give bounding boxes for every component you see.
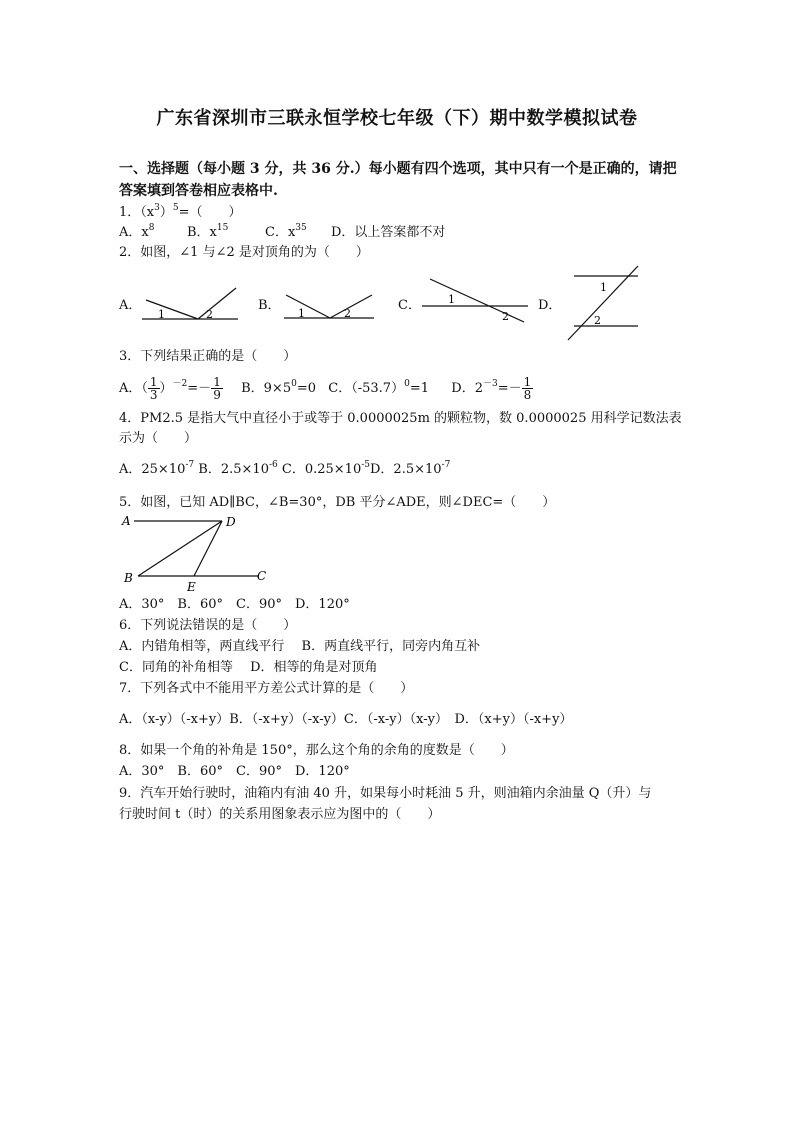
q1-option-d: D．以上答案都不对 — [331, 225, 446, 240]
question-9-stem-line1: 9．汽车开始行驶时，油箱内有油 40 升，如果每小时耗油 5 升，则油箱内余油量 Q（升）与 — [119, 786, 652, 801]
q5-point-b: B — [124, 571, 133, 585]
q3-option-b: B．$9\times 5^0=0$ — [241, 379, 317, 396]
q2b-angle-2: 2 — [344, 307, 351, 320]
q4-option-d: D．$2.5\times 10^{-7}$ — [370, 460, 451, 477]
q2d-angle-2: 2 — [594, 314, 601, 327]
q2-option-a-label: A． — [119, 298, 142, 313]
question-6-stem: 6．下列说法错误的是（ ） — [119, 618, 297, 633]
q2c-angle-1: 1 — [448, 293, 455, 306]
question-1-stem: 1．$(x^3)^5=$（ ） — [119, 203, 242, 220]
q3-option-c: C．$(-53.7)^0=1$ — [328, 379, 429, 396]
question-4-stem-line1: 4．PM2.5 是指大气中直径小于或等于 0.0000025m 的颗粒物，数 0.0000025 用科学记数法表 — [119, 411, 682, 426]
section-heading-line2: 答案填到答卷相应表格中. — [119, 183, 278, 199]
question-7-stem: 7．下列各式中不能用平方差公式计算的是（ ） — [119, 681, 414, 696]
question-2-stem: 2．如图，∠1 与∠2 是对顶角的为（ ） — [119, 245, 369, 260]
q1-option-c: C．$x^{35}$ — [265, 223, 307, 240]
question-1-options — [119, 224, 445, 242]
question-5-options: A．30° B．60° C．90° D．120° — [119, 597, 350, 612]
q1-option-b: B．$x^{15}$ — [187, 223, 229, 240]
q2-figure-d — [562, 264, 642, 344]
q2-figure-a — [140, 284, 240, 324]
question-8-options: A．30° B．60° C．90° D．120° — [119, 764, 350, 779]
q2-option-c-label: C． — [398, 298, 421, 313]
q5-point-e: E — [187, 580, 196, 594]
q2a-angle-2: 2 — [206, 308, 213, 321]
q2-figure-b — [282, 290, 378, 324]
q4-option-b: B．$2.5\times 10^{-6}$ — [198, 460, 278, 477]
q2d-angle-1: 1 — [600, 281, 607, 294]
question-3-stem: 3．下列结果正确的是（ ） — [119, 349, 297, 364]
q4-option-c: C．$0.25\times 10^{-5}$ — [281, 460, 370, 477]
q4-option-a: A．$25\times 10^{-7}$ — [119, 460, 195, 477]
question-4-stem-line2: 示为（ ） — [119, 431, 198, 446]
q5-point-a: A — [122, 514, 131, 528]
question-8-stem: 8．如果一个角的补角是 150°，那么这个角的余角的度数是（ ） — [119, 743, 514, 758]
question-6-options-line2: C．同角的补角相等 D．相等的角是对顶角 — [119, 660, 378, 675]
q3-option-d: D．$2^{-3}=-$ $\frac{1}{8}$ — [451, 375, 532, 402]
q5-point-d: D — [226, 515, 236, 529]
question-3-options — [119, 374, 533, 404]
q2-option-b-label: B． — [258, 298, 281, 313]
section-heading-line1: 一、选择题（每小题 3 分，共 36 分.）每小题有四个选项，其中只有一个是正确的，请把 — [119, 161, 677, 177]
section-heading — [119, 158, 679, 202]
question-4-options — [119, 461, 450, 479]
q5-figure — [118, 512, 274, 594]
q1-option-a: A．$x^8$ — [119, 223, 155, 240]
question-9-stem-line2: 行驶时间 t（时）的关系用图象表示应为图中的（ ） — [119, 807, 441, 822]
q2c-angle-2: 2 — [502, 310, 509, 323]
q2-option-d-label: D． — [538, 298, 562, 313]
question-6-options-line1: A．内错角相等，两直线平行 B．两直线平行，同旁内角互补 — [119, 639, 481, 654]
q5-point-c: C — [257, 569, 267, 583]
question-5-stem: 5．如图，已知 AD∥BC，∠B=30°，DB 平分∠ADE，则∠DEC=（ ） — [119, 495, 556, 510]
q2a-angle-1: 1 — [158, 308, 165, 321]
question-7-options: A．（x-y）（-x+y）B．（-x+y）（-x-y）C．（-x-y）（x-y） D．（x+y）（-x+y） — [119, 712, 573, 727]
exam-title: 广东省深圳市三联永恒学校七年级（下）期中数学模拟试卷 — [156, 108, 638, 129]
q2-figure-c — [420, 276, 532, 326]
q3-option-a: A．（ $\frac{1}{3}$ ）$^{-2}$=－ $\frac{1}{9}$ — [119, 375, 221, 402]
q2b-angle-1: 1 — [298, 307, 305, 320]
